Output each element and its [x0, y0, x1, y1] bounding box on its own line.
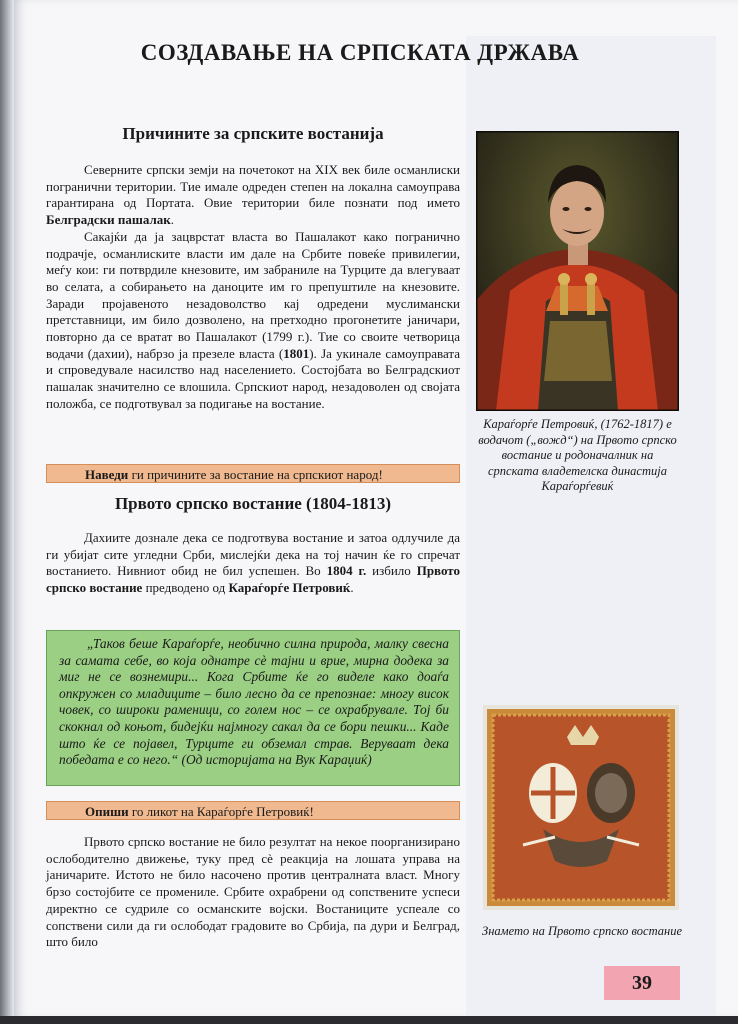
bold-term: Белградски пашалак — [46, 212, 171, 228]
bold-year: 1801 — [283, 345, 310, 361]
task-bar-causes — [46, 464, 460, 483]
bold-name: Караѓорѓе Петровиќ — [228, 580, 351, 596]
task-verb: Наведи — [85, 467, 129, 482]
text-run: Дахиите дознале дека се подготвува востание и затоа одлучиле да ги убијат сите угледни Срби, мислејќи дека на тој начин ќе го спречат востанието. Нивниот обид не бил успешен. Во — [46, 530, 460, 579]
paragraph-dahis — [46, 229, 460, 413]
quote-box: „Таков беше Караѓорѓе, необично силна природа, малку свесна за самата себе, во која однатре сè тајни и врие, мирна додека за миг не се вознемири... Кога Србите ќе го виделе како доаѓа опкружен со младиците – било лесно да се препознае: многу висок човек, со широки раменици, со голем нос – се охрабрувале. Тој би скокнал од коњот, бидејќи најмногу сакал да се бори пешки... Каде што ќе се појавел, Турците ги обземал страв. Веруваат дека победата е со него.“ (Од историјата на Вук Караџиќ) — [46, 630, 460, 786]
section-heading-first-uprising: Првото српско востание (1804-1813) — [114, 494, 392, 513]
portrait-illustration — [476, 131, 679, 411]
page-number: 39 — [604, 966, 680, 1000]
task-text: го ликот на Караѓорѓе Петровиќ! — [128, 804, 314, 819]
paragraph-uprising-course: Првото српско востание не било резултат на некое поорганизирано ослободително движење, туку пред сè реакција на лошата управа на јаничарите. Истото не било насочено против централната власт. Многу брзо состојбите се промениле. Србите охрабрени од сопствените успеси директно се судриле со османските војски. Востаниците успеале со сопствени сили да ги ослободат градовите во Србија, па дури и Белград, што било — [46, 834, 460, 950]
causes-text — [46, 162, 460, 413]
text-run: предводено од — [142, 580, 229, 596]
flag-illustration — [483, 705, 679, 910]
text-run: . — [350, 580, 354, 596]
task-text: ги причините за востание на српскиот народ! — [128, 467, 383, 482]
page-title: СОЗДАВАЊЕ НА СРПСКАТА ДРЖАВА — [140, 40, 580, 65]
portrait-image — [476, 131, 679, 411]
portrait-caption: Караѓорѓе Петровиќ, (1762-1817) е водачот („вожд“) на Првото српско востание и родоначалник на српската владетелска династија Караѓорѓевиќ — [478, 417, 677, 493]
text-run: ). Ја укинале самоуправата и спроведувале насилство над населението. Состојбата во Белградскиот пашалак значително се влошила. Српскиот народ, незадоволен од својата положба, се подготвувал за подигање на востание. — [46, 345, 460, 411]
flag-caption: Знамето на Првото српско востание — [482, 924, 682, 938]
bold-term: Првото српско востание — [46, 563, 461, 596]
paragraph-uprising-start — [46, 530, 460, 597]
paragraph-belgrade-pashalik — [46, 162, 460, 229]
task-verb: Опиши — [85, 804, 129, 819]
text-run: Северните српски земји на почетокот на XIX век биле османлиски погранични територии. Тие имале одреден степен на локална самоуправа гарантирана од Портата. Овие територии биле познати под името — [46, 162, 460, 211]
page-bottom-edge — [0, 1016, 738, 1024]
text-run: Сакајќи да ја зацврстат власта во Пашалакот како погранично подрачје, османлиските власти им дале на Србите повеќе привилегии, меѓу кои: ги потврдиле кнезовите, им забраниле на Турците да влегуваат во селата, а собирањето на даноците им го препуштиле на кнезовите. Заради пројавеното незадоволство кај одредени муслимански претставници, им било дозволено, на претходно прогонетите јаничари, повторно да се вратат во Пашалакот (1799 г.). Тие со своите четворица водачи (дахии), набрзо ја презеле власта ( — [46, 228, 460, 361]
bold-year: 1804 г. — [326, 563, 367, 579]
task-bar-describe — [46, 801, 460, 820]
section-heading-causes: Причините за српските востанија — [122, 124, 384, 143]
book-spine — [0, 0, 14, 1024]
text-run: избило — [366, 563, 417, 579]
text-run: . — [170, 212, 174, 228]
flag-image — [483, 705, 679, 910]
